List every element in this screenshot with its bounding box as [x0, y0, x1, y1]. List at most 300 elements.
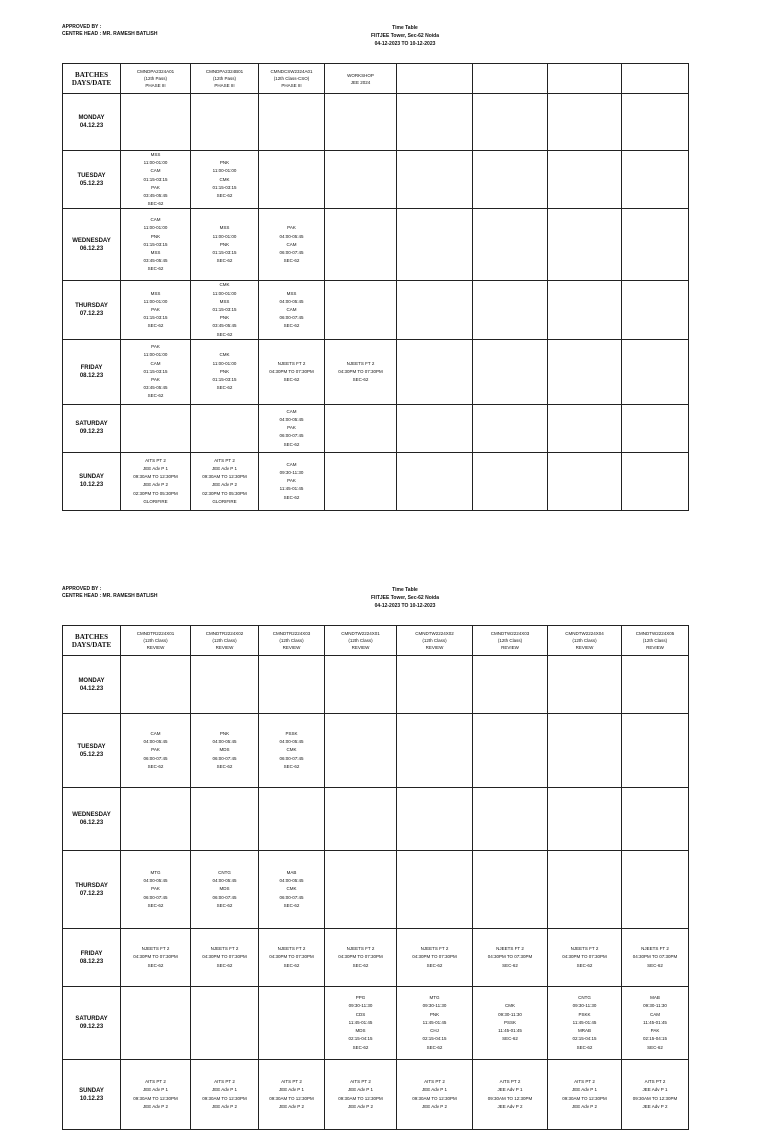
schedule-cell — [548, 714, 622, 788]
cell-line: PNK — [150, 233, 161, 239]
cell-line: JEE 2024 — [350, 79, 371, 85]
cell-line: 09:30AM TO 12:30PM — [202, 474, 247, 480]
cell-line: 09:30AM TO 12:30PM — [133, 1095, 178, 1101]
day-date: 10.12.23 — [79, 1095, 104, 1102]
schedule-cell — [548, 929, 622, 987]
schedule-cell — [191, 714, 259, 788]
schedule-cell — [548, 151, 622, 209]
cell-line: SEC-62 — [147, 763, 164, 769]
day-date: 05.12.23 — [79, 180, 104, 187]
cell-line: 04:30PM TO 07:30PM — [562, 954, 607, 960]
cell-line: MRAB — [577, 1028, 591, 1034]
batch-header — [325, 626, 397, 656]
day-date: 07.12.23 — [79, 311, 104, 318]
cell-line: REVIEW — [146, 645, 165, 650]
batch-header — [622, 64, 689, 94]
title-line: 04-12-2023 TO 10-12-2023 — [374, 41, 436, 47]
schedule-cell — [259, 209, 325, 281]
schedule-cell — [191, 452, 259, 510]
day-date: 08.12.23 — [79, 958, 104, 965]
cell-line: NJEETS FT 2 — [346, 946, 375, 952]
cell-line: NJEETS FT 2 — [346, 360, 375, 366]
cell-line: CAM — [150, 360, 161, 366]
day-date: 08.12.23 — [79, 372, 104, 379]
schedule-cell — [325, 94, 397, 151]
cell-line: WORKSHOP — [347, 72, 374, 78]
cell-line: 03:45-05:45 — [143, 385, 168, 391]
cell-line: JEE Adv P 2 — [143, 1103, 168, 1109]
cell-line: PNK — [219, 315, 230, 321]
schedule-cell — [473, 404, 548, 452]
timetable-grid — [62, 63, 689, 511]
schedule-cell — [121, 281, 191, 339]
centre-head: CENTRE HEAD : MR. RAMESH BATLISH — [62, 593, 158, 599]
cell-line: PAK — [287, 425, 296, 431]
cell-line: NJEETS FT 2 — [277, 360, 306, 366]
cell-line: 11:00-01:00 — [212, 290, 237, 296]
day-row — [63, 281, 689, 339]
cell-line: 11:00-01:00 — [212, 168, 237, 174]
cell-line: SEC-62 — [216, 258, 233, 264]
schedule-cell — [325, 788, 397, 851]
cell-line: CMNDTR2224X03 — [272, 631, 311, 636]
cell-line: 09:30-11:30 — [498, 1011, 522, 1017]
cell-line: (12th Class) — [642, 638, 668, 643]
cell-line: PAK — [151, 184, 160, 190]
cell-line: 09:30-11:30 — [422, 1003, 447, 1009]
schedule-cell — [473, 1060, 548, 1130]
cell-line: JEE Adv P 2 — [212, 482, 237, 488]
cell-line: PSSK — [285, 730, 298, 736]
cell-line: MDS — [219, 747, 230, 753]
schedule-cell — [191, 1060, 259, 1130]
cell-line: NJEETS FT 2 — [210, 946, 239, 952]
batch-header — [548, 626, 622, 656]
schedule-cell — [397, 281, 473, 339]
batch-header — [622, 626, 689, 656]
schedule-cell — [191, 851, 259, 929]
cell-line: 02:15-04:15 — [642, 1036, 668, 1042]
schedule-cell — [622, 281, 689, 339]
cell-line: GLORIFIRE — [212, 498, 237, 504]
cell-line: SEC-62 — [502, 962, 518, 968]
cell-line: 11:45-01:45 — [422, 1019, 447, 1025]
cell-line: JEE Adv P 2 — [212, 1103, 237, 1109]
day-name: WEDNESDAY — [72, 237, 111, 244]
cell-line: 11:45-01:45 — [498, 1028, 522, 1034]
cell-line: 09:30AM TO 12:30PM — [202, 1095, 247, 1101]
cell-line: NJEETS FT 2 — [420, 946, 449, 952]
schedule-cell — [121, 656, 191, 714]
day-name: FRIDAY — [80, 364, 103, 371]
cell-line: CMK — [505, 1003, 515, 1009]
cell-line: REVIEW — [282, 645, 301, 650]
day-name: SUNDAY — [79, 1087, 104, 1094]
batch-header — [397, 626, 473, 656]
schedule-cell — [548, 656, 622, 714]
schedule-cell — [121, 452, 191, 510]
schedule-cell — [397, 94, 473, 151]
cell-line: REVIEW — [646, 645, 664, 650]
day-date: 09.12.23 — [79, 1024, 104, 1030]
cell-line: CAM — [150, 217, 161, 223]
cell-line: SEC-62 — [283, 763, 300, 769]
schedule-cell — [325, 151, 397, 209]
cell-line: BATCHES — [75, 632, 108, 641]
batch-header — [397, 64, 473, 94]
cell-line: PAK — [151, 376, 160, 382]
cell-line: SEC-62 — [216, 902, 233, 908]
schedule-cell — [622, 452, 689, 510]
cell-line: 04:30PM TO 07:30PM — [338, 368, 383, 374]
schedule-cell — [548, 404, 622, 452]
day-name: TUESDAY — [77, 172, 106, 179]
schedule-cell — [473, 656, 548, 714]
cell-line: PNK — [219, 160, 230, 166]
cell-line: MDS — [355, 1028, 366, 1034]
cell-line: 11:00-01:00 — [143, 225, 168, 231]
schedule-cell — [325, 1060, 397, 1130]
schedule-cell — [259, 987, 325, 1060]
day-date: 04.12.23 — [79, 685, 104, 692]
cell-line: 11:00-01:00 — [143, 160, 168, 166]
schedule-cell — [259, 452, 325, 510]
schedule-cell — [622, 1060, 689, 1130]
cell-line: 06:00-07:45 — [212, 755, 237, 761]
schedule-cell — [121, 151, 191, 209]
cell-line: CMK — [219, 352, 230, 358]
cell-line: JEE Adv P 1 — [642, 1087, 668, 1093]
day-date: 05.12.23 — [79, 751, 104, 758]
schedule-cell — [325, 851, 397, 929]
day-cell — [63, 339, 121, 404]
schedule-cell — [259, 929, 325, 987]
cell-line: MAB — [650, 995, 660, 1001]
schedule-cell — [473, 714, 548, 788]
cell-line: AITS PT 2 — [214, 457, 235, 463]
cell-line: CMNDTW2224X03 — [490, 631, 530, 636]
schedule-cell — [548, 851, 622, 929]
cell-line: CMNDCSW2324A01 — [270, 69, 313, 74]
cell-line: AITS PT 2 — [214, 1079, 235, 1085]
cell-line: SEC-62 — [216, 331, 233, 337]
cell-line: CMNDTW2224X04 — [565, 631, 604, 636]
cell-line: MTG — [150, 869, 161, 875]
cell-line: CDS — [355, 1011, 366, 1017]
cell-line: 09:30AM TO 12:30PM — [632, 1095, 678, 1101]
schedule-cell — [622, 656, 689, 714]
schedule-cell — [191, 404, 259, 452]
cell-line: SEC-62 — [647, 1044, 663, 1050]
cell-line: PAK — [650, 1028, 660, 1034]
cell-line: (12th Class) — [497, 638, 523, 643]
timetable-title — [300, 24, 510, 48]
cell-line: 09:30-11:30 — [279, 470, 304, 476]
approved-label: APPROVED BY : — [62, 586, 102, 592]
cell-line: 04:00-05:45 — [279, 233, 304, 239]
cell-line: AITS PT 2 — [424, 1079, 445, 1085]
header-row — [63, 626, 689, 656]
schedule-cell — [325, 404, 397, 452]
cell-line: 01:15-03:15 — [143, 176, 168, 182]
schedule-cell — [473, 94, 548, 151]
schedule-cell — [325, 714, 397, 788]
schedule-cell — [397, 452, 473, 510]
cell-line: 09:30AM TO 12:30PM — [562, 1095, 607, 1101]
day-row — [63, 339, 689, 404]
cell-line: 01:15-03:15 — [212, 307, 237, 313]
schedule-cell — [191, 151, 259, 209]
cell-line: 04:00-05:45 — [279, 298, 304, 304]
day-cell — [63, 656, 121, 714]
cell-line: SEC-62 — [283, 323, 300, 329]
day-name: SATURDAY — [75, 421, 108, 428]
day-date: 07.12.23 — [79, 890, 104, 897]
schedule-cell — [397, 656, 473, 714]
cell-line: JEE Adv P 1 — [143, 1087, 168, 1093]
cell-line: 04:30PM TO 07:30PM — [202, 954, 247, 960]
cell-line: 09:30-11:30 — [348, 1003, 373, 1009]
day-cell — [63, 788, 121, 851]
cell-line: SEC-62 — [147, 902, 164, 908]
day-cell — [63, 209, 121, 281]
cell-line: 04:30PM TO 07:30PM — [269, 368, 314, 374]
cell-line: CAM — [286, 241, 297, 247]
schedule-cell — [121, 339, 191, 404]
day-name: THURSDAY — [75, 882, 108, 889]
cell-line: CMK — [286, 886, 297, 892]
day-row — [63, 788, 689, 851]
day-cell — [63, 151, 121, 209]
cell-line: CAM — [286, 461, 297, 467]
cell-line: SEC-62 — [352, 376, 369, 382]
day-cell — [63, 452, 121, 510]
day-date: 06.12.23 — [79, 245, 104, 252]
day-cell — [63, 1060, 121, 1130]
cell-line: JEE Adv P 1 — [212, 1087, 237, 1093]
cell-line: SEC-62 — [283, 494, 300, 500]
schedule-cell — [397, 929, 473, 987]
cell-line: JEE Adv P 2 — [572, 1103, 597, 1109]
day-row — [63, 987, 689, 1060]
cell-line: 11:00-01:00 — [212, 233, 237, 239]
cell-line: (12th Class) — [143, 638, 168, 643]
schedule-cell — [121, 929, 191, 987]
cell-line: (12th Class) — [572, 638, 597, 643]
cell-line: 04:00-05:45 — [212, 739, 237, 745]
cell-line: CHJ — [430, 1028, 439, 1034]
cell-line: 11:00-01:00 — [143, 352, 168, 358]
schedule-cell — [473, 452, 548, 510]
cell-line: 11:45-01:45 — [348, 1019, 373, 1025]
cell-line: MSS — [219, 298, 230, 304]
cell-line: 03:45-05:45 — [143, 193, 168, 199]
schedule-cell — [548, 281, 622, 339]
schedule-cell — [473, 851, 548, 929]
cell-line: 04:30PM TO 07:30PM — [632, 954, 678, 960]
cell-line: (12th Class) — [422, 638, 447, 643]
cell-line: JEE Adv P 1 — [497, 1087, 523, 1093]
title-line: Time Table — [392, 587, 418, 593]
cell-line: 06:00-07:45 — [143, 894, 168, 900]
cell-line: CMNDTW2224X05 — [635, 631, 675, 636]
schedule-cell — [191, 339, 259, 404]
cell-line: REVIEW — [215, 645, 234, 650]
day-row — [63, 851, 689, 929]
cell-line: AITS PT 2 — [499, 1079, 521, 1085]
cell-line: GLORIFIRE — [143, 498, 168, 504]
cell-line: 11:00-01:00 — [212, 360, 237, 366]
cell-line: CMNDPA2324A01 — [136, 69, 175, 74]
cell-line: SEC-62 — [352, 962, 369, 968]
cell-line: NJEETS FT 2 — [496, 946, 524, 952]
schedule-cell — [121, 209, 191, 281]
cell-line: CMNDTR2224X02 — [205, 631, 244, 636]
schedule-cell — [191, 987, 259, 1060]
cell-line: JEE Adv P 1 — [348, 1087, 373, 1093]
day-name: FRIDAY — [80, 950, 103, 957]
cell-line: SEC-62 — [576, 1044, 593, 1050]
cell-line: JEE Adv P 2 — [143, 482, 168, 488]
cell-line: 04:00-05:45 — [143, 739, 168, 745]
schedule-cell — [548, 452, 622, 510]
cell-line: 01:15-03:15 — [212, 184, 237, 190]
cell-line: REVIEW — [425, 645, 444, 650]
cell-line: PNK — [219, 241, 230, 247]
batches-days-header — [63, 626, 121, 656]
day-cell — [63, 404, 121, 452]
cell-line: SEC-62 — [283, 376, 300, 382]
cell-line: SEC-62 — [216, 763, 233, 769]
cell-line: SEC-62 — [147, 323, 164, 329]
cell-line: NJEETS FT 2 — [277, 946, 306, 952]
schedule-cell — [548, 1060, 622, 1130]
schedule-cell — [191, 788, 259, 851]
schedule-cell — [473, 209, 548, 281]
cell-line: 01:15-03:15 — [212, 250, 237, 256]
cell-line: 11:45-01:45 — [643, 1019, 667, 1025]
cell-line: CAM — [286, 408, 297, 414]
title-line: FIITJEE Tower, Sec-62 Noida — [371, 595, 439, 601]
cell-line: PAK — [287, 225, 296, 231]
day-name: WEDNESDAY — [72, 812, 111, 818]
schedule-cell — [622, 788, 689, 851]
day-cell — [63, 94, 121, 151]
schedule-cell — [259, 788, 325, 851]
cell-line: 01:15-03:15 — [143, 241, 168, 247]
cell-line: 02:30PM TO 05:30PM — [202, 490, 247, 496]
cell-line: PAK — [151, 747, 160, 753]
schedule-cell — [397, 151, 473, 209]
day-row — [63, 209, 689, 281]
schedule-cell — [622, 404, 689, 452]
batch-header — [259, 64, 325, 94]
cell-line: AITS PT 2 — [350, 1079, 371, 1085]
cell-line: SEC-62 — [147, 201, 164, 207]
batch-header — [121, 64, 191, 94]
cell-line: JEE Adv P 2 — [497, 1103, 523, 1109]
cell-line: 04:30PM TO 07:30PM — [487, 954, 533, 960]
cell-line: 04:00-05:45 — [279, 739, 304, 745]
day-name: THURSDAY — [75, 303, 108, 310]
cell-line: 04:30PM TO 07:30PM — [338, 954, 383, 960]
schedule-cell — [473, 151, 548, 209]
cell-line: AITS PT 2 — [574, 1079, 595, 1085]
batch-header — [259, 626, 325, 656]
cell-line: MSS — [286, 290, 297, 296]
cell-line: REVIEW — [501, 645, 519, 650]
cell-line: AITS PT 2 — [644, 1079, 666, 1085]
cell-line: 06:00-07:45 — [212, 894, 237, 900]
cell-line: PSSK — [503, 1019, 516, 1025]
schedule-cell — [622, 929, 689, 987]
cell-line: 01:15-03:15 — [143, 315, 168, 321]
schedule-cell — [259, 851, 325, 929]
cell-line: SEC-62 — [283, 258, 300, 264]
cell-line: PPG — [355, 995, 366, 1001]
cell-line: 02:15-04:15 — [422, 1036, 447, 1042]
cell-line: MDS — [219, 886, 230, 892]
cell-line: 09:30-11:30 — [643, 1003, 667, 1009]
cell-line: DAYS/DATE — [71, 640, 112, 649]
cell-line: 09:30AM TO 12:30PM — [412, 1095, 457, 1101]
cell-line: PAK — [287, 478, 296, 484]
cell-line: JEE Adv P 2 — [348, 1103, 373, 1109]
schedule-cell — [473, 788, 548, 851]
day-name: SUNDAY — [79, 474, 104, 481]
schedule-cell — [397, 339, 473, 404]
cell-line: PHASE III — [214, 83, 235, 88]
cell-line: SEC-62 — [216, 385, 233, 391]
day-date: 04.12.23 — [79, 123, 104, 129]
cell-line: CNTG — [578, 995, 591, 1001]
cell-line: 02:15-04:15 — [348, 1036, 373, 1042]
schedule-cell — [397, 987, 473, 1060]
batch-header — [191, 64, 259, 94]
cell-line: SEC-62 — [216, 962, 233, 968]
schedule-cell — [259, 714, 325, 788]
cell-line: CNTG — [218, 869, 231, 875]
schedule-cell — [259, 281, 325, 339]
day-cell — [63, 281, 121, 339]
batch-header — [191, 626, 259, 656]
cell-line: SEC-62 — [283, 902, 300, 908]
title-line: 04-12-2023 TO 10-12-2023 — [374, 603, 436, 609]
cell-line: (12th Class) — [279, 638, 304, 643]
cell-line: (12th Class-CSO) — [273, 76, 310, 81]
schedule-cell — [473, 929, 548, 987]
cell-line: SEC-62 — [426, 1044, 443, 1050]
cell-line: PHASE III — [281, 83, 302, 88]
cell-line: PAK — [151, 344, 160, 350]
cell-line: SEC-62 — [283, 962, 300, 968]
cell-line: 04:00-05:45 — [279, 417, 304, 423]
cell-line: CMNDTR2224X01 — [136, 631, 175, 636]
schedule-cell — [622, 151, 689, 209]
schedule-cell — [259, 151, 325, 209]
schedule-cell — [548, 209, 622, 281]
cell-line: 09:30AM TO 12:30PM — [269, 1095, 314, 1101]
cell-line: MTG — [429, 995, 440, 1001]
cell-line: MAB — [286, 869, 297, 875]
cell-line: 06:00-07:45 — [279, 250, 304, 256]
cell-line: CMNDTW2224X02 — [415, 631, 454, 636]
batch-header — [121, 626, 191, 656]
day-name: TUESDAY — [77, 743, 106, 750]
schedule-cell — [397, 851, 473, 929]
schedule-cell — [325, 281, 397, 339]
schedule-cell — [121, 788, 191, 851]
